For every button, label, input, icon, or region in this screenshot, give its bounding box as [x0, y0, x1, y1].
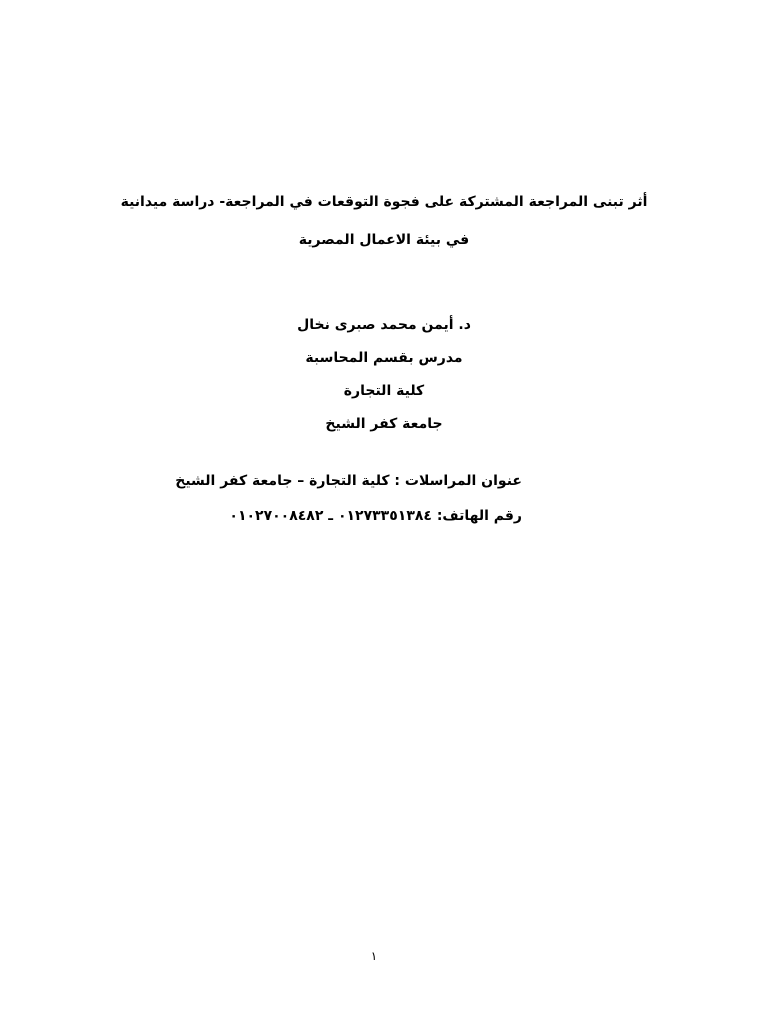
- title-line-2: في بيئة الاعمال المصرية: [298, 232, 470, 248]
- author-position: مدرس بقسم المحاسبة: [305, 350, 463, 366]
- correspondence-address: عنوان المراسلات : كلية التجارة – جامعة كفر الشيخ: [175, 473, 522, 489]
- author-faculty: كلية التجارة: [343, 383, 425, 399]
- page-number: ١: [370, 949, 378, 963]
- author-name: د. أيمن محمد صبرى نخال: [297, 317, 471, 333]
- title-line-1: أثر تبنى المراجعة المشتركة على فجوة التوقعات في المراجعة- دراسة ميدانية: [120, 194, 648, 210]
- phone-number: رقم الهاتف: ٠١٢٧٣٣٥١٣٨٤ ـ ٠١٠٢٧٠٠٨٤٨٢: [229, 508, 522, 524]
- author-university: جامعة كفر الشيخ: [325, 416, 443, 432]
